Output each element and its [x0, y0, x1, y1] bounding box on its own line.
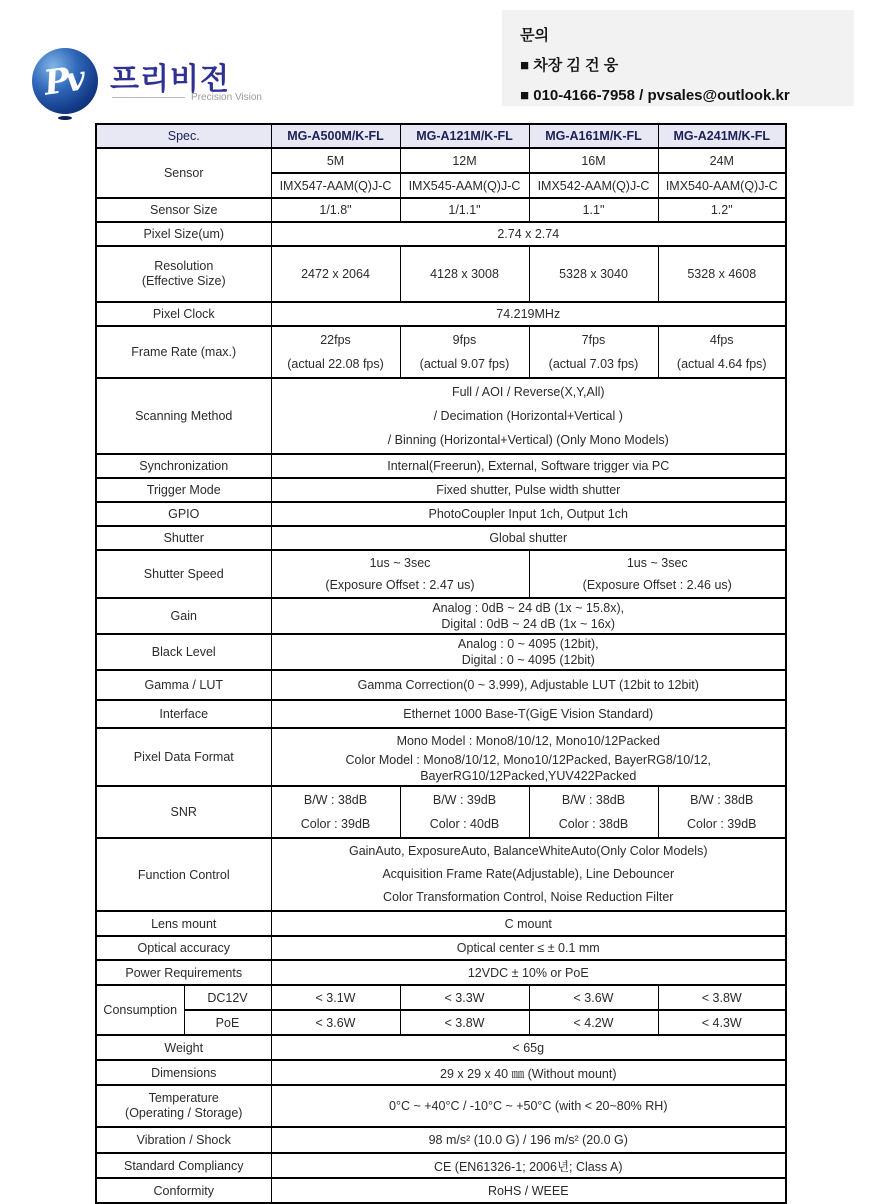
label-dc12v: DC12V	[184, 985, 271, 1010]
pixel-size-value: 2.74 x 2.74	[271, 222, 786, 246]
label-synchronization: Synchronization	[96, 454, 271, 478]
row-resolution	[96, 246, 786, 302]
label-consumption: Consumption	[96, 985, 184, 1035]
label-optical-accuracy: Optical accuracy	[96, 936, 271, 960]
label-pixel-size: Pixel Size(um)	[96, 222, 271, 246]
row-sensor-mp	[96, 148, 786, 173]
snr-4-color: Color : 39dB	[687, 817, 757, 831]
snr-4	[658, 786, 786, 838]
row-gpio	[96, 502, 786, 526]
header-model-2: MG-A121M/K-FL	[400, 124, 529, 148]
shutter-speed-right	[529, 550, 786, 598]
sensor-part-2: IMX545-AAM(Q)J-C	[400, 173, 529, 198]
snr-1-color: Color : 39dB	[300, 817, 371, 831]
row-pixel-clock	[96, 302, 786, 326]
frame-rate-3	[529, 326, 658, 378]
row-sensor-size	[96, 198, 786, 222]
gain-value	[271, 598, 786, 634]
label-gpio: GPIO	[96, 502, 271, 526]
row-temperature	[96, 1085, 786, 1127]
dimensions-value: 29 x 29 x 40 ㎜ (Without mount)	[271, 1060, 786, 1085]
shutter-speed-left	[271, 550, 529, 598]
logo-english-row	[112, 92, 262, 103]
optical-accuracy-value: Optical center ≤ ± 0.1 mm	[271, 936, 786, 960]
pixel-data-format-value	[271, 728, 786, 786]
vibration-shock-value: 98 m/s² (10.0 G) / 196 m/s² (20.0 G)	[271, 1127, 786, 1153]
label-vibration-shock: Vibration / Shock	[96, 1127, 271, 1153]
dc12v-2: < 3.3W	[400, 985, 529, 1010]
row-dimensions	[96, 1060, 786, 1085]
sensor-mp-4: 24M	[658, 148, 786, 173]
sensor-size-3: 1.1"	[529, 198, 658, 222]
poe-2: < 3.8W	[400, 1010, 529, 1035]
label-resolution-line2: (Effective Size)	[141, 274, 226, 288]
label-resolution-line1: Resolution	[154, 259, 214, 273]
sensor-part-3: IMX542-AAM(Q)J-C	[529, 173, 658, 198]
row-function-control	[96, 838, 786, 911]
sensor-part-1: IMX547-AAM(Q)J-C	[271, 173, 400, 198]
sensor-mp-2: 12M	[400, 148, 529, 173]
dc12v-1: < 3.1W	[271, 985, 400, 1010]
pdf-line2: Color Model : Mono8/10/12, Mono10/12Packed, BayerRG8/10/12,	[345, 753, 711, 767]
sensor-size-4: 1.2"	[658, 198, 786, 222]
frame-rate-2-fps: 9fps	[452, 333, 477, 347]
row-shutter-speed	[96, 550, 786, 598]
scanning-line2: / Decimation (Horizontal+Vertical )	[433, 409, 623, 423]
row-weight	[96, 1035, 786, 1060]
logo-sphere-icon	[32, 48, 98, 114]
pdf-line3: BayerRG10/12Packed,YUV422Packed	[420, 769, 637, 783]
row-scanning-method	[96, 378, 786, 454]
label-gain: Gain	[96, 598, 271, 634]
resolution-3: 5328 x 3040	[529, 246, 658, 302]
frame-rate-1-fps: 22fps	[320, 333, 351, 347]
row-consumption-dc12v	[96, 985, 786, 1010]
lens-mount-value: C mount	[271, 911, 786, 936]
gamma-lut-value: Gamma Correction(0 ~ 3.999), Adjustable LUT (12bit to 12bit)	[271, 670, 786, 700]
label-pixel-data-format: Pixel Data Format	[96, 728, 271, 786]
scanning-line1: Full / AOI / Reverse(X,Y,All)	[451, 385, 605, 399]
power-requirements-value: 12VDC ± 10% or PoE	[271, 960, 786, 985]
synchronization-value: Internal(Freerun), External, Software trigger via PC	[271, 454, 786, 478]
pdf-line1: Mono Model : Mono8/10/12, Mono10/12Packed	[396, 734, 660, 748]
label-temperature-line2: (Operating / Storage)	[125, 1106, 243, 1120]
snr-2-bw: B/W : 39dB	[432, 793, 497, 807]
gain-line2: Digital : 0dB ~ 24 dB (1x ~ 16x)	[441, 617, 616, 631]
label-temperature	[96, 1085, 271, 1127]
label-sensor-size: Sensor Size	[96, 198, 271, 222]
label-conformity: Conformity	[96, 1178, 271, 1203]
row-vibration-shock	[96, 1127, 786, 1153]
gpio-value: PhotoCoupler Input 1ch, Output 1ch	[271, 502, 786, 526]
frame-rate-4	[658, 326, 786, 378]
label-sensor: Sensor	[96, 148, 271, 198]
label-standard-compliancy: Standard Compliancy	[96, 1153, 271, 1178]
resolution-2: 4128 x 3008	[400, 246, 529, 302]
header-model-1: MG-A500M/K-FL	[271, 124, 400, 148]
spec-table	[95, 123, 787, 1204]
contact-box	[502, 10, 854, 106]
header-model-3: MG-A161M/K-FL	[529, 124, 658, 148]
snr-1	[271, 786, 400, 838]
label-power-requirements: Power Requirements	[96, 960, 271, 985]
label-lens-mount: Lens mount	[96, 911, 271, 936]
shutter-speed-right-range: 1us ~ 3sec	[626, 556, 688, 570]
resolution-4: 5328 x 4608	[658, 246, 786, 302]
shutter-speed-right-offset: (Exposure Offset : 2.46 us)	[582, 578, 732, 592]
label-frame-rate: Frame Rate (max.)	[96, 326, 271, 378]
sensor-mp-1: 5M	[271, 148, 400, 173]
sensor-mp-3: 16M	[529, 148, 658, 173]
row-pixel-data-format	[96, 728, 786, 786]
row-pixel-size	[96, 222, 786, 246]
frame-rate-4-fps: 4fps	[709, 333, 734, 347]
frame-rate-2-actual: (actual 9.07 fps)	[419, 357, 510, 371]
row-power-requirements	[96, 960, 786, 985]
row-frame-rate	[96, 326, 786, 378]
shutter-speed-left-offset: (Exposure Offset : 2.47 us)	[325, 578, 475, 592]
row-optical-accuracy	[96, 936, 786, 960]
label-resolution	[96, 246, 271, 302]
contact-title: 문의	[520, 27, 549, 44]
interface-value: Ethernet 1000 Base-T(GigE Vision Standard)	[271, 700, 786, 728]
shutter-value: Global shutter	[271, 526, 786, 550]
scanning-method-value	[271, 378, 786, 454]
contact-manager: ■ 차장 김 건 웅	[520, 57, 619, 74]
snr-4-bw: B/W : 38dB	[690, 793, 754, 807]
label-dimensions: Dimensions	[96, 1060, 271, 1085]
poe-4: < 4.3W	[658, 1010, 786, 1035]
frame-rate-4-actual: (actual 4.64 fps)	[676, 357, 767, 371]
row-shutter	[96, 526, 786, 550]
poe-1: < 3.6W	[271, 1010, 400, 1035]
snr-3-bw: B/W : 38dB	[561, 793, 626, 807]
label-weight: Weight	[96, 1035, 271, 1060]
black-level-line2: Digital : 0 ~ 4095 (12bit)	[461, 653, 595, 667]
row-lens-mount	[96, 911, 786, 936]
shutter-speed-left-range: 1us ~ 3sec	[369, 556, 431, 570]
header-model-4: MG-A241M/K-FL	[658, 124, 786, 148]
label-trigger-mode: Trigger Mode	[96, 478, 271, 502]
snr-3-color: Color : 38dB	[558, 817, 629, 831]
frame-rate-3-actual: (actual 7.03 fps)	[548, 357, 639, 371]
snr-2-color: Color : 40dB	[429, 817, 500, 831]
trigger-mode-value: Fixed shutter, Pulse width shutter	[271, 478, 786, 502]
logo-shadow	[58, 116, 72, 120]
row-black-level	[96, 634, 786, 670]
row-interface	[96, 700, 786, 728]
row-standard-compliancy	[96, 1153, 786, 1178]
logo-korean-name: 프리비전	[110, 63, 230, 96]
black-level-value	[271, 634, 786, 670]
label-black-level: Black Level	[96, 634, 271, 670]
label-shutter: Shutter	[96, 526, 271, 550]
conformity-value: RoHS / WEEE	[271, 1178, 786, 1203]
gain-line1: Analog : 0dB ~ 24 dB (1x ~ 15.8x),	[432, 601, 625, 615]
logo-monogram: Pv	[41, 58, 85, 104]
label-gamma-lut: Gamma / LUT	[96, 670, 271, 700]
row-trigger-mode	[96, 478, 786, 502]
temperature-value: 0°C ~ +40°C / -10°C ~ +50°C (with < 20~80% RH)	[271, 1085, 786, 1127]
function-control-value	[271, 838, 786, 911]
label-poe: PoE	[184, 1010, 271, 1035]
scanning-line3: / Binning (Horizontal+Vertical) (Only Mono Models)	[387, 433, 669, 447]
table-header-row	[96, 124, 786, 148]
poe-3: < 4.2W	[529, 1010, 658, 1035]
sensor-part-4: IMX540-AAM(Q)J-C	[658, 173, 786, 198]
sensor-size-2: 1/1.1"	[400, 198, 529, 222]
label-scanning-method: Scanning Method	[96, 378, 271, 454]
frame-rate-2	[400, 326, 529, 378]
fc-line1: GainAuto, ExposureAuto, BalanceWhiteAuto(Only Color Models)	[348, 844, 708, 858]
header-spec: Spec.	[96, 124, 271, 148]
label-pixel-clock: Pixel Clock	[96, 302, 271, 326]
fc-line3: Color Transformation Control, Noise Reduction Filter	[383, 890, 674, 904]
fc-line2: Acquisition Frame Rate(Adjustable), Line Debouncer	[382, 867, 675, 881]
row-gamma-lut	[96, 670, 786, 700]
weight-value: < 65g	[271, 1035, 786, 1060]
logo-english-name: Precision Vision	[191, 92, 262, 103]
snr-3	[529, 786, 658, 838]
label-shutter-speed: Shutter Speed	[96, 550, 271, 598]
snr-1-bw: B/W : 38dB	[303, 793, 368, 807]
row-snr	[96, 786, 786, 838]
pixel-clock-value: 74.219MHz	[271, 302, 786, 326]
snr-2	[400, 786, 529, 838]
label-temperature-line1: Temperature	[148, 1091, 219, 1105]
row-consumption-poe	[96, 1010, 786, 1035]
frame-rate-1	[271, 326, 400, 378]
black-level-line1: Analog : 0 ~ 4095 (12bit),	[457, 637, 599, 651]
label-interface: Interface	[96, 700, 271, 728]
row-conformity	[96, 1178, 786, 1203]
logo-divider-line	[112, 97, 185, 98]
frame-rate-1-actual: (actual 22.08 fps)	[287, 357, 384, 371]
row-synchronization	[96, 454, 786, 478]
frame-rate-3-fps: 7fps	[581, 333, 606, 347]
standard-compliancy-value: CE (EN61326-1; 2006년; Class A)	[271, 1153, 786, 1178]
resolution-1: 2472 x 2064	[271, 246, 400, 302]
dc12v-4: < 3.8W	[658, 985, 786, 1010]
company-logo	[32, 48, 262, 118]
dc12v-3: < 3.6W	[529, 985, 658, 1010]
contact-phone-email: ■ 010-4166-7958 / pvsales@outlook.kr	[520, 87, 790, 104]
label-snr: SNR	[96, 786, 271, 838]
label-function-control: Function Control	[96, 838, 271, 911]
sensor-size-1: 1/1.8"	[271, 198, 400, 222]
row-gain	[96, 598, 786, 634]
